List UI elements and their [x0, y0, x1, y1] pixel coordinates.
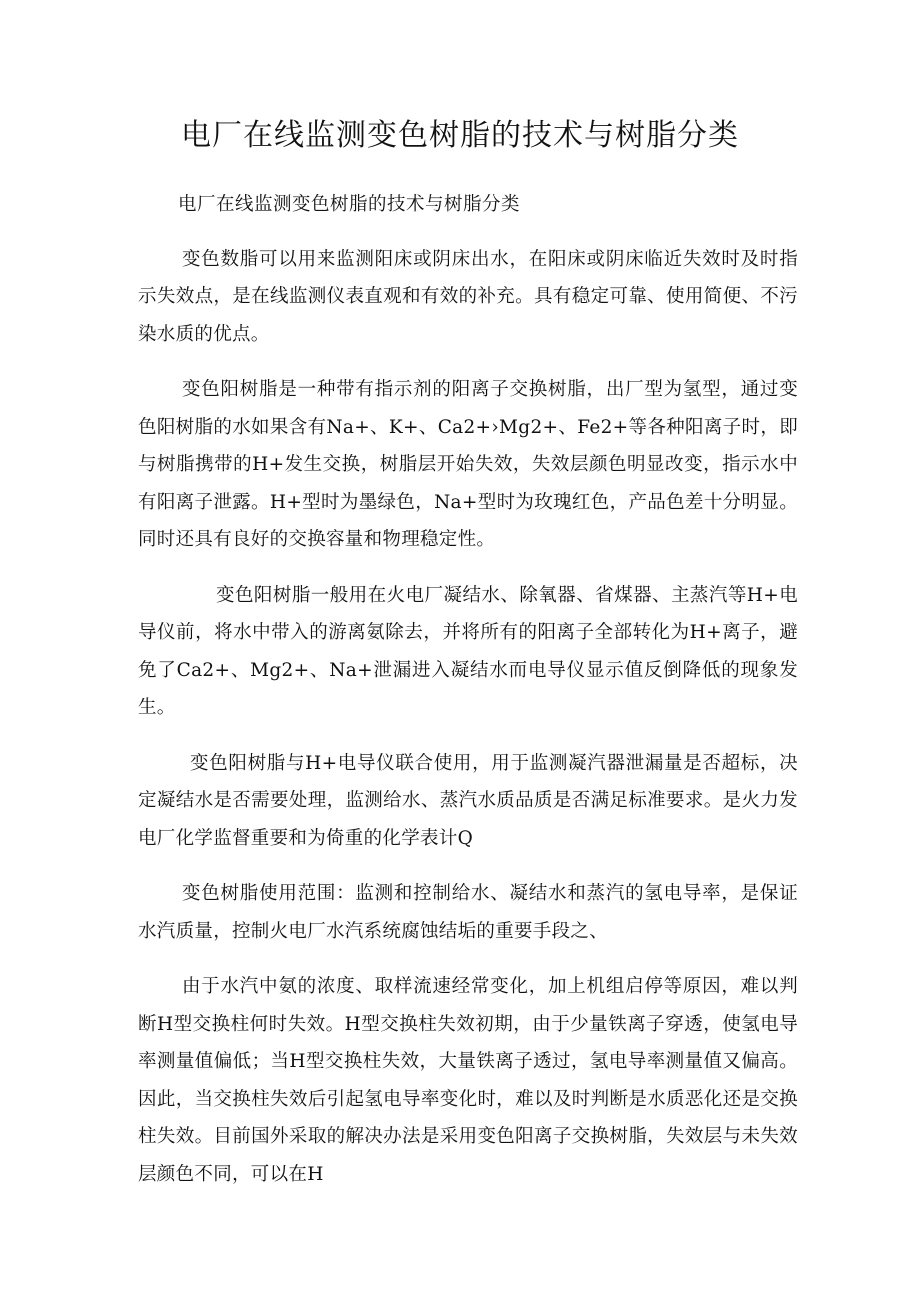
paragraph-cation-resin-description: 变色阳树脂是一种带有指示剂的阳离子交换树脂，出厂型为氢型，通过变色阳树脂的水如果含有Na+、K+、Ca2+›Mg2+、Fe2+等各种阳离子时，即与树脂携带的H+发生交换，树脂层开始失效，失效层颜色明显改变，指示水中有阳离子泄露。H+型时为墨绿色，Na+型时为玫瑰红色，产品色差十分明显。同时还具有良好的交换容量和物理稳定性。 [138, 379, 798, 550]
paragraph-cation-resin-usage: 变色阳树脂一般用在火电厂凝结水、除氧器、省煤器、主蒸汽等H+电导仪前，将水中带入的游离氨除去，并将所有的阳离子全部转化为H+离子，避免了Ca2+、Mg2+、Na+泄漏进入凝结水而电导仪显示值反倒降低的现象发生。 [138, 584, 798, 718]
section-heading: 电厂在线监测变色树脂的技术与树脂分类 [178, 194, 521, 215]
document-body [138, 186, 798, 1193]
paragraph-color-resin-intro: 变色数脂可以用来监测阳床或阴床出水，在阳床或阴床临近失效时及时指示失效点，是在线监测仪表直观和有效的补充。具有稳定可靠、使用简便、不污染水质的优点。 [138, 248, 798, 345]
paragraph-failure-detection: 由于水汽中氨的浓度、取样流速经常变化，加上机组启停等原因，难以判断H型交换柱何时失效。H型交换柱失效初期，由于少量铁离子穿透，使氢电导率测量值偏低；当H型交换柱失效，大量铁离子透过，氢电导率测量值又偏高。因此，当交换柱失效后引起氢电导率变化时，难以及时判断是水质恶化还是交换柱失效。目前国外采取的解决办法是采用变色阳离子交换树脂，失效层与未失效层颜色不同，可以在H [138, 976, 798, 1185]
paragraph-conductivity-monitoring: 变色阳树脂与H+电导仪联合使用，用于监测凝汽器泄漏量是否超标，决定凝结水是否需要处理，监测给水、蒸汽水质品质是否满足标准要求。是火力发电厂化学监督重要和为倚重的化学表计Q [138, 752, 798, 849]
page-title: 电厂在线监测变色树脂的技术与树脂分类 [181, 118, 739, 153]
paragraph-application-scope: 变色树脂使用范围：监测和控制给水、凝结水和蒸汽的氢电导率，是保证水汽质量，控制火电厂水汽系统腐蚀结垢的重要手段之、 [138, 883, 798, 942]
